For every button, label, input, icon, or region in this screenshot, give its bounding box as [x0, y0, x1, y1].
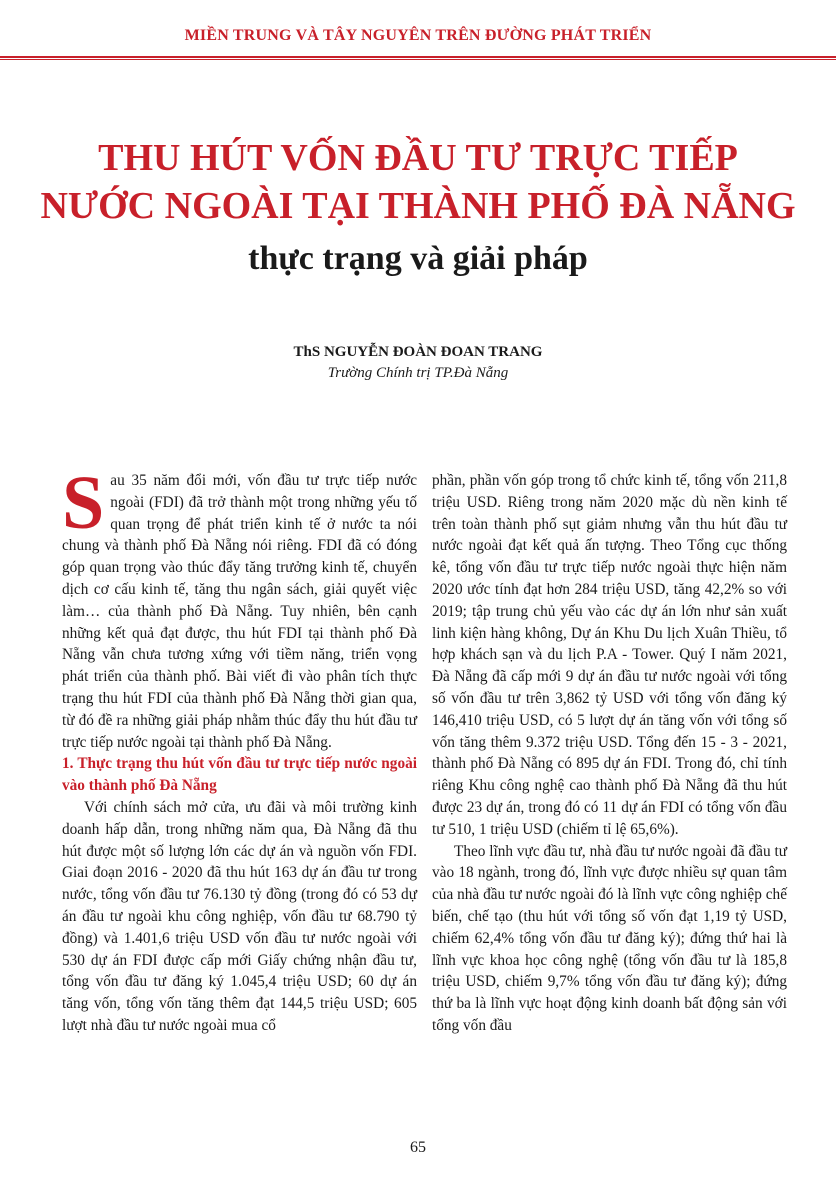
- article-subtitle: thực trạng và giải pháp: [248, 240, 588, 277]
- body-paragraph: Với chính sách mở cửa, ưu đãi và môi trường kinh doanh hấp dẫn, trong những năm qua, Đà Nẵng đã thu hút được một số lượng lớn các dự án và nguồn vốn FDI. Giai đoạn 2016 - 2020 đã thu hút 163 dự án đầu tư trong nước, tổng vốn đầu tư 76.130 tỷ đồng (trong đó có 53 dự án đầu tư ngoài khu công nghiệp, vốn đầu tư 68.790 tỷ đồng) và 1.401,6 triệu USD vốn đầu tư nước ngoài với 530 dự án FDI được cấp mới Giấy chứng nhận đầu tư, tổng vốn đầu tư đăng ký 1.045,4 triệu USD; 60 dự án tăng vốn, tổng vốn tăng thêm đạt 144,5 triệu USD; 605 lượt nhà đầu tư nước ngoài mua cổ: [62, 798, 417, 1034]
- body-column-left: [62, 461, 417, 1037]
- body-column-right: [432, 470, 787, 1037]
- running-header: MIỀN TRUNG VÀ TÂY NGUYÊN TRÊN ĐƯỜNG PHÁT TRIỂN: [184, 27, 652, 44]
- drop-cap: S: [62, 461, 105, 545]
- header-rule: [0, 56, 836, 58]
- article-title-line-1: THU HÚT VỐN ĐẦU TƯ TRỰC TIẾP: [98, 137, 738, 179]
- body-paragraph-continued: phần, phần vốn góp trong tổ chức kinh tế, tổng vốn 211,8 triệu USD. Riêng trong năm 2020 mặc dù nền kinh tế trên toàn thành phố sụt giảm nhưng vẫn thu hút đầu tư nước ngoài đạt kết quả ấn tượng. Theo Tổng cục thống kê, tổng vốn đầu tư trực tiếp nước ngoài thực hiện năm 2020 ước tính đạt hơn 284 triệu USD, tăng 42,2% so với 2019; tập trung chủ yếu vào các dự án lớn như sản xuất linh kiện hàng không, Dự án Khu Du lịch Xuân Thiều, tổ hợp khách sạn và du lịch P.A - Tower. Quý I năm 2021, Đà Nẵng đã cấp mới 9 dự án đầu tư nước ngoài với tổng số vốn đầu tư trên 3,862 tỷ USD với tổng vốn đăng ký 146,410 triệu USD, có 5 lượt dự án tăng vốn với tổng số vốn tăng thêm 9.372 triệu USD. Tổng đến 15 - 3 - 2021, thành phố Đà Nẵng có 895 dự án FDI. Trong đó, chỉ tính riêng Khu công nghệ cao thành phố Đà Nẵng đã thu hút được 23 dự án, trong đó có 11 dự án FDI có tổng vốn đầu tư 510, 1 triệu USD (chiếm tỉ lệ 65,6%).: [432, 472, 787, 838]
- page-number: 65: [410, 1139, 426, 1156]
- author-affiliation: Trường Chính trị TP.Đà Nẵng: [327, 365, 509, 381]
- author-name: ThS NGUYỄN ĐOÀN ĐOAN TRANG: [293, 344, 543, 360]
- header-rule-thin: [0, 59, 836, 60]
- body-paragraph: Theo lĩnh vực đầu tư, nhà đầu tư nước ngoài đã đầu tư vào 18 ngành, trong đó, lĩnh vực được nhiều sự quan tâm của nhà đầu tư nước ngoài đó là lĩnh vực công nghiệp chế biến, chế tạo (thu hút với tổng số vốn đạt 1,19 tỷ USD, chiếm 62,4% tổng vốn đầu tư đăng ký); đứng thứ hai là lĩnh vực khoa học công nghệ (tổng vốn đầu tư là 185,8 triệu USD, chiếm 9,7% tổng vốn đầu tư đăng ký); đứng thứ ba là lĩnh vực hoạt động kinh doanh bất động sản với tổng vốn đầu: [432, 842, 787, 1034]
- intro-text: au 35 năm đổi mới, vốn đầu tư trực tiếp nước ngoài (FDI) đã trở thành một trong những yếu tố quan trọng để phát triển kinh tế ở nước ta nói chung và thành phố Đà Nẵng nói riêng. FDI đã có đóng góp quan trọng vào thúc đẩy tăng trưởng kinh tế, chuyển dịch cơ cấu kinh tế, tăng thu ngân sách, giải quyết việc làm… của thành phố Đà Nẵng. Tuy nhiên, bên cạnh những kết quả đạt được, thu hút FDI tại thành phố Đà Nẵng vẫn chưa tương xứng với tiềm năng, triển vọng phát triển của thành phố. Bài viết đi vào phân tích thực trạng thu hút FDI của thành phố Đà Nẵng thời gian qua, từ đó đề ra những giải pháp nhằm thúc đẩy thu hút đầu tư trực tiếp nước ngoài tại thành phố Đà Nẵng.: [62, 472, 417, 751]
- article-title-line-2: NƯỚC NGOÀI TẠI THÀNH PHỐ ĐÀ NẴNG: [40, 185, 796, 227]
- intro-paragraph: [62, 461, 417, 753]
- section-heading: 1. Thực trạng thu hút vốn đầu tư trực tiếp nước ngoài vào thành phố Đà Nẵng: [62, 755, 417, 795]
